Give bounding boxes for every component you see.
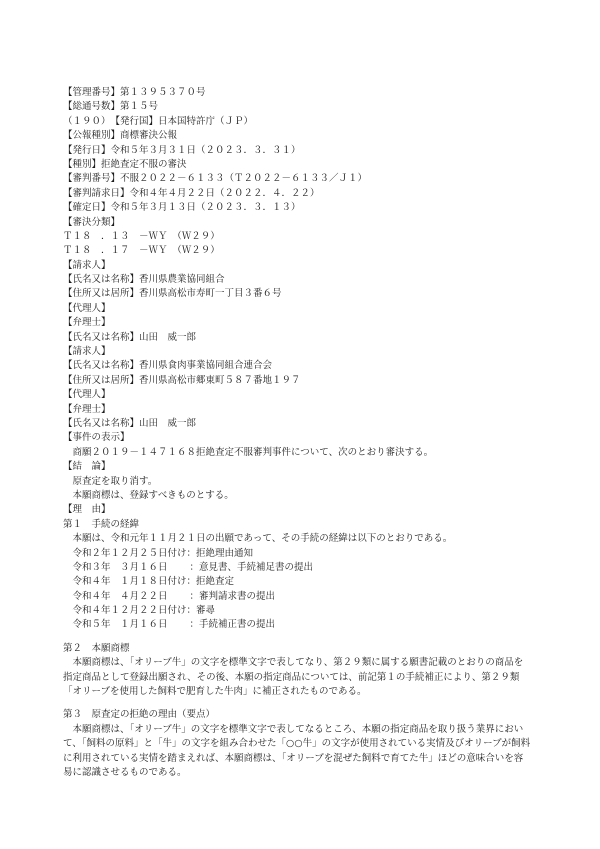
- appellant-name-2-line: 【氏名又は名称】香川県食肉事業協同組合連合会: [63, 360, 273, 372]
- section1-intro-line: 本願は、令和元年１１月２１日の出願であって、その手続の経緯は以下のとおりである。: [63, 533, 453, 545]
- attorney-name-2-line: 【氏名又は名称】山田 威一郎: [63, 417, 197, 429]
- agent-header-2-line: 【代理人】: [63, 389, 111, 401]
- appellant-header-2-line: 【請求人】: [63, 346, 111, 358]
- decision-classification-2-line: Ｔ１８ ．１７ －ＷＹ （Ｗ２９）: [63, 245, 220, 257]
- appeal-number-line: 【審判番号】不服２０２２－６１３３（Ｔ２０２２－６１３３／Ｊ１）: [63, 173, 368, 185]
- section3-line-1-line: 本願商標は、「オリーブ牛」の文字を標準文字で表してなるところ、本願の指定商品を取り扱う業界におい: [63, 723, 524, 735]
- history-entry-2-line: 令和３年 ３月１６日 ：意見書、手続補足書の提出: [63, 561, 314, 573]
- attorney-name-1-line: 【氏名又は名称】山田 威一郎: [63, 331, 197, 343]
- conclusion-line-2-line: 本願商標は、登録すべきものとする。: [63, 489, 234, 501]
- issuing-country-line: （１９０） 【発行国】日本国特許庁（ＪＰ）: [63, 115, 254, 127]
- section2-line-3-line: 「オリーブを使用した飼料で肥育した牛肉」に補正されたものである。: [63, 686, 367, 698]
- conclusion-header-line: 【結 論】: [63, 461, 111, 473]
- section2-heading-line: 第２ 本願商標: [63, 642, 130, 654]
- case-indication-body-line: 商願２０１９－１４７１６８拒絶査定不服審判事件について、次のとおり審決する。: [63, 446, 434, 458]
- document-body: [63, 86, 547, 780]
- history-entry-6-line: 令和５年 １月１６日 ：手続補正書の提出: [63, 619, 276, 631]
- decision-classification-header-line: 【審決分類】: [63, 216, 121, 228]
- appellant-address-2-line: 【住所又は居所】香川県高松市郷東町５８７番地１９７: [63, 374, 301, 386]
- appellant-name-1-line: 【氏名又は名称】香川県農業協同組合: [63, 274, 225, 286]
- section3-line-2-line: て、「飼料の原料」と「牛」の文字を組み合わせた「○○牛」の文字が使用されている実情及びオリーブが飼料: [63, 738, 531, 750]
- section3-line-4-line: 易に認識させるものである。: [63, 766, 187, 778]
- section-spacer: [63, 699, 547, 708]
- section-spacer: [63, 633, 547, 642]
- section1-heading-line: 第１ 手続の経緯: [63, 518, 140, 530]
- serial-issue-number-line: 【総通号数】第１５号: [63, 101, 159, 113]
- final-date-line: 【確定日】令和５年３月１３日（２０２３．３．１３）: [63, 202, 301, 214]
- conclusion-line-1-line: 原査定を取り消す。: [63, 475, 158, 487]
- attorney-header-1-line: 【弁理士】: [63, 317, 111, 329]
- appellant-header-1-line: 【請求人】: [63, 259, 111, 271]
- appeal-request-date-line: 【審判請求日】令和４年４月２２日（２０２２．４．２２）: [63, 187, 320, 199]
- issue-date-line: 【発行日】令和５年３月３１日（２０２３．３．３１）: [63, 144, 301, 156]
- decision-type-line: 【種別】拒絶査定不服の審決: [63, 158, 187, 170]
- case-indication-header-line: 【事件の表示】: [63, 432, 130, 444]
- history-entry-1-line: 令和２年１２月２５日付け：拒絶理由通知: [63, 547, 254, 559]
- management-number-line: 【管理番号】第１３９５３７０号: [63, 87, 206, 98]
- section2-line-1-line: 本願商標は、「オリーブ牛」の文字を標準文字で表してなり、第２９類に属する願書記載のとおりの商品を: [63, 657, 524, 669]
- history-entry-5-line: 令和４年１２月２２日付け：審尋: [63, 605, 216, 617]
- section3-line-3-line: に利用されている実情を踏まえれば、本願商標は、「オリーブを混ぜた飼料で育てた牛」ほどの意味合いを容: [63, 752, 524, 764]
- reason-header-line: 【理 由】: [63, 504, 111, 516]
- gazette-type-line: 【公報種別】商標審決公報: [63, 130, 178, 142]
- section3-heading-line: 第３ 原査定の拒絶の理由（要点）: [63, 709, 216, 721]
- section2-line-2-line: 指定商品として登録出願され、その後、本願の指定商品については、前記第１の手続補正により、第２９類: [63, 671, 520, 683]
- history-entry-3-line: 令和４年 １月１８日付け：拒絶査定: [63, 576, 235, 588]
- history-entry-4-line: 令和４年 ４月２２日 ：審判請求書の提出: [63, 590, 276, 602]
- agent-header-1-line: 【代理人】: [63, 302, 111, 314]
- appellant-address-1-line: 【住所又は居所】香川県高松市寿町一丁目３番６号: [63, 288, 282, 300]
- decision-classification-1-line: Ｔ１８ ．１３ －ＷＹ （Ｗ２９）: [63, 230, 220, 242]
- attorney-header-2-line: 【弁理士】: [63, 403, 111, 415]
